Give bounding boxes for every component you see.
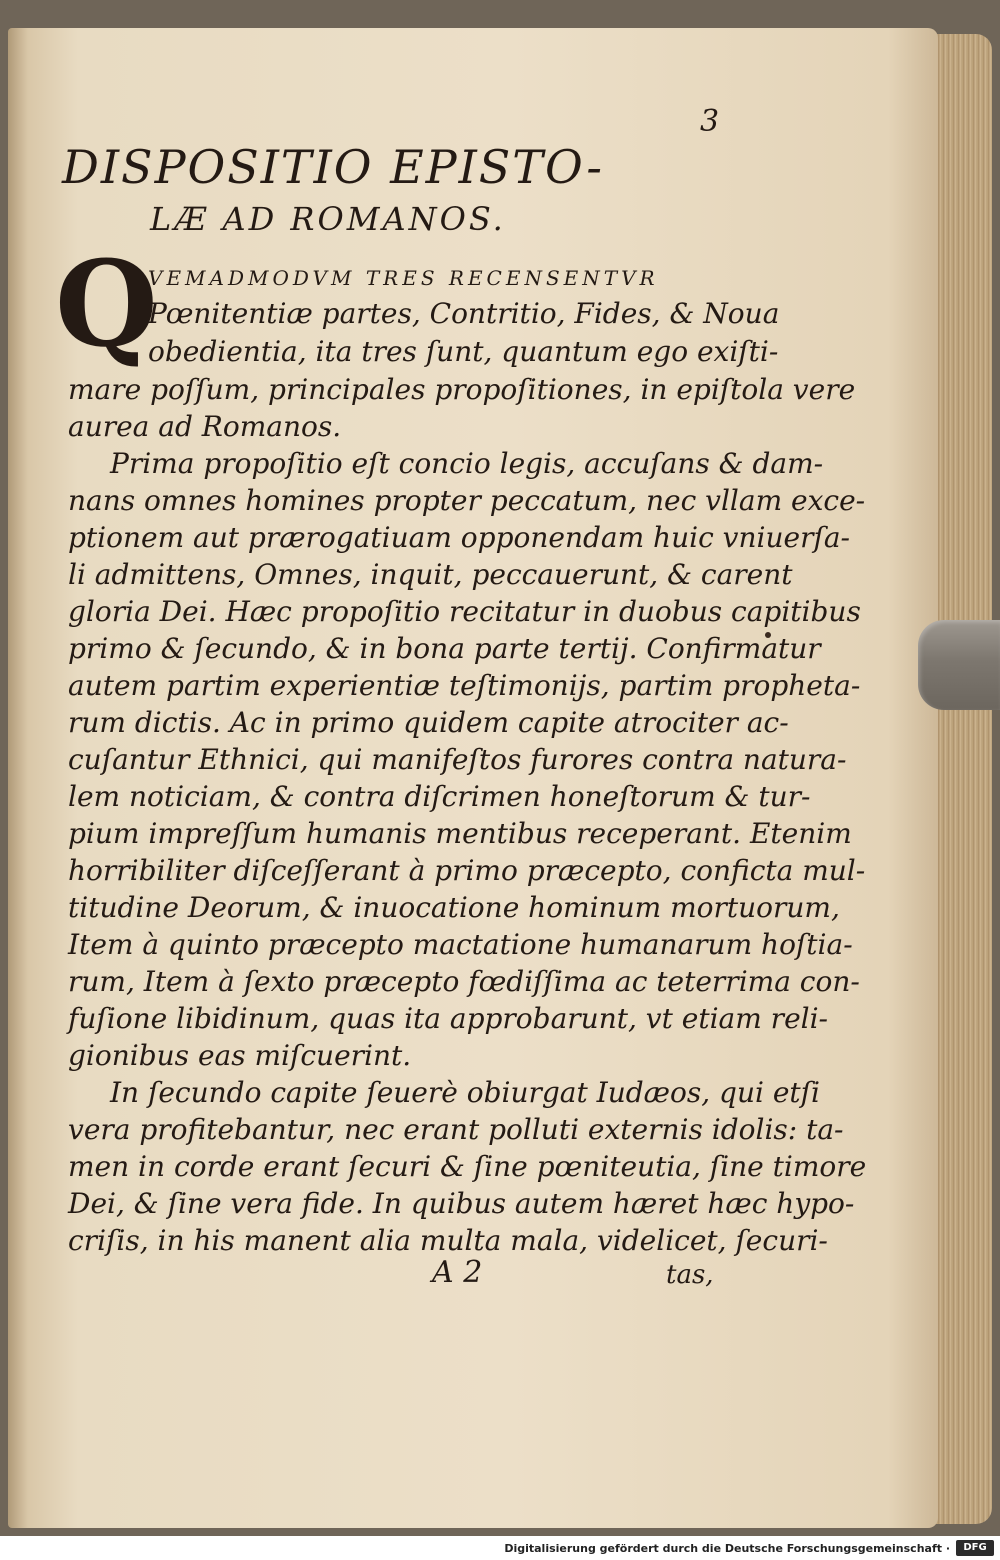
text-line: autem partim experientiæ teſtimonijs, partim propheta- xyxy=(68,669,861,702)
text-line: gionibus eas miſcuerint. xyxy=(68,1039,412,1072)
drop-cap: Q xyxy=(55,234,158,373)
text-line: Dei, & ſine vera fide. In quibus autem hæret hæc hypo- xyxy=(68,1187,855,1220)
text-line: In ſecundo capite ſeuerè obiurgat Iudæos, qui etſi xyxy=(110,1076,820,1109)
text-line: Pœnitentiæ partes, Contritio, Fides, & Noua xyxy=(148,297,780,330)
text-line: rum dictis. Ac in primo quidem capite atrociter ac- xyxy=(68,706,789,739)
text-line: ptionem aut prærogatiuam opponendam huic vniuerſa- xyxy=(68,521,850,554)
catchword: tas, xyxy=(666,1260,714,1290)
text-line: obedientia, ita tres ſunt, quantum ego exiſti- xyxy=(148,335,779,368)
text-line: lem noticiam, & contra diſcrimen honeſtorum & tur- xyxy=(68,780,811,813)
text-line: nans omnes homines propter peccatum, nec vllam exce- xyxy=(68,484,866,517)
text-line: mare poſſum, principales propoſitiones, in epiſtola vere xyxy=(68,373,856,406)
text-line: primo & ſecundo, & in bona parte tertij. Confirmatur xyxy=(68,632,821,665)
text-line: titudine Deorum, & inuocatione hominum mortuorum, xyxy=(68,891,840,924)
text-line: criſis, in his manent alia multa mala, videlicet, ſecuri- xyxy=(68,1224,828,1257)
text-line: fuſione libidinum, quas ita approbarunt, vt etiam reli- xyxy=(68,1002,829,1035)
footer-bar xyxy=(0,1536,1000,1560)
title-line-2: LÆ AD ROMANOS. xyxy=(150,200,506,238)
folio-number: 3 xyxy=(700,104,720,139)
first-line-caps: VEMADMODVM TRES RECENSENTVR xyxy=(148,266,659,290)
text-line: men in corde erant ſecuri & ſine pœniteutia, ſine timore xyxy=(68,1150,867,1183)
text-line: pium impreſſum humanis mentibus receperant. Etenim xyxy=(68,817,852,850)
dfg-logo: DFG xyxy=(956,1540,994,1556)
signature-mark: A 2 xyxy=(432,1255,483,1290)
text-line: cuſantur Ethnici, qui manifeſtos furores contra natura- xyxy=(68,743,847,776)
text-line: gloria Dei. Hæc propoſitio recitatur in duobus capitibus xyxy=(68,595,861,628)
funding-credit: Digitalisierung gefördert durch die Deutsche Forschungsgemeinschaft · xyxy=(504,1542,950,1555)
text-line: vera profitebantur, nec erant polluti externis idolis: ta- xyxy=(68,1113,844,1146)
text-line: li admittens, Omnes, inquit, peccauerunt, & carent xyxy=(68,558,793,591)
text-line: rum, Item à ſexto præcepto fœdiſſima ac teterrima con- xyxy=(68,965,860,998)
text-line: aurea ad Romanos. xyxy=(68,410,342,443)
title-line-1: DISPOSITIO EPISTO- xyxy=(62,140,604,194)
text-line: Item à quinto præcepto mactatione humanarum hoſtia- xyxy=(68,928,853,961)
text-line: horribiliter diſceſſerant à primo præcepto, conficta mul- xyxy=(68,854,866,887)
text-line: Prima propoſitio eſt concio legis, accuſans & dam- xyxy=(110,447,824,480)
